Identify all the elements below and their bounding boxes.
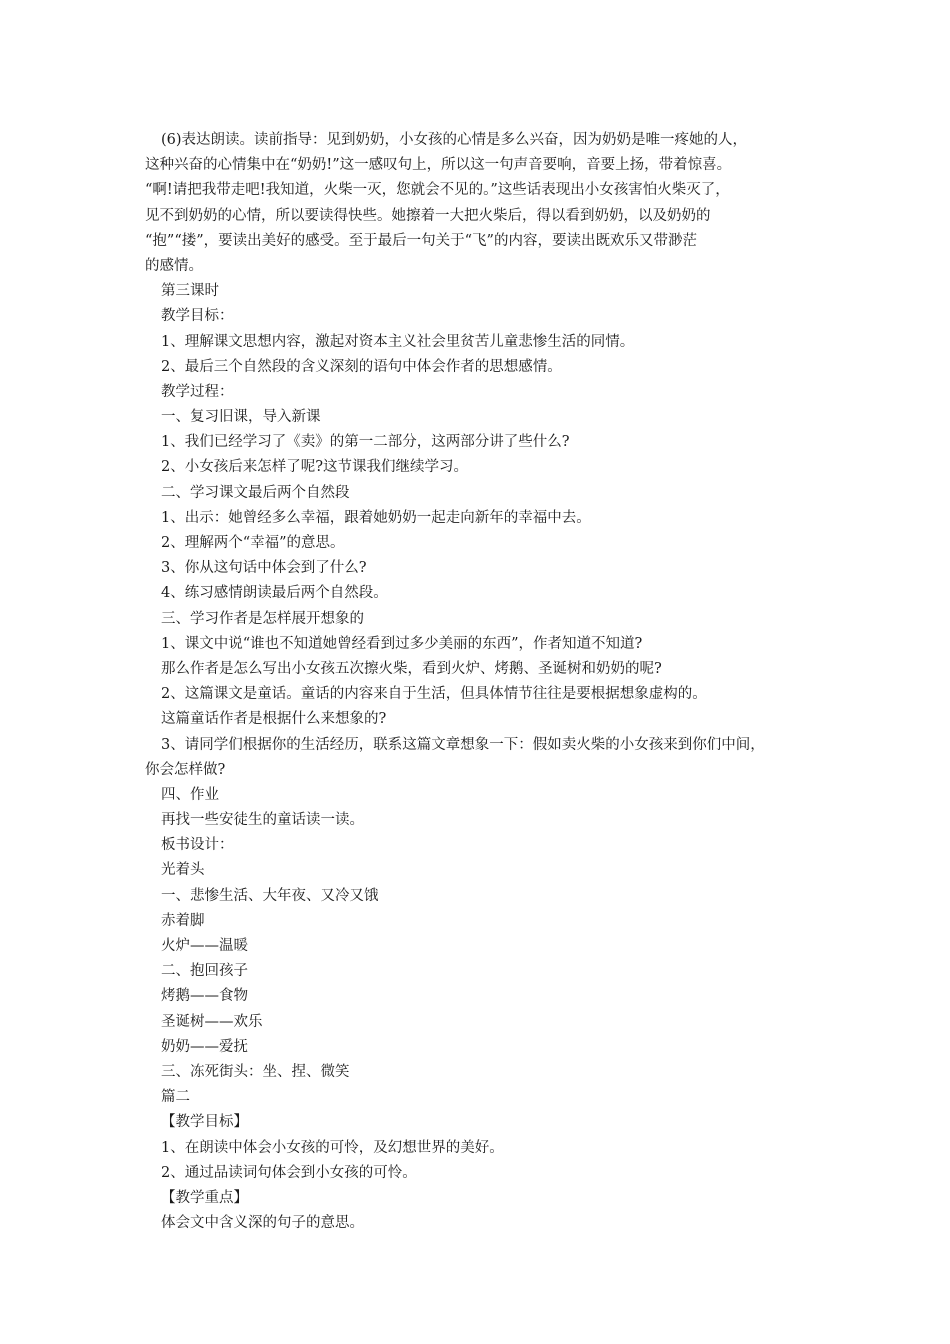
text-line: 板书设计：	[161, 837, 234, 854]
text-line: 一、悲惨生活、大年夜、又冷又饿	[161, 887, 379, 904]
text-line: 2、最后三个自然段的含义深刻的语句中体会作者的思想感情。	[161, 358, 562, 375]
text-line: 再找一些安徒生的童话读一读。	[161, 812, 364, 829]
text-line: 3、你从这句话中体会到了什么?	[161, 560, 367, 577]
text-line: 烤鹅——食物	[161, 988, 248, 1005]
text-line: 2、通过品读词句体会到小女孩的可怜。	[161, 1164, 417, 1181]
text-line: 1、出示：她曾经多么幸福，跟着她奶奶一起走向新年的幸福中去。	[161, 509, 591, 526]
text-line: 见不到奶奶的心情，所以要读得快些。她擦着一大把火柴后，得以看到奶奶，以及奶奶的	[145, 207, 711, 224]
text-line: “抱”“搂”，要读出美好的感受。至于最后一句关于“飞”的内容，要读出既欢乐又带渺茫	[145, 232, 697, 249]
text-line: 教学过程：	[161, 383, 234, 400]
text-line: 2、理解两个“幸福”的意思。	[161, 535, 345, 551]
text-line: 三、冻死街头：坐、捏、微笑	[161, 1063, 350, 1080]
text-line: 奶奶——爱抚	[161, 1038, 248, 1055]
text-line: 光着头	[161, 862, 205, 879]
text-line: 体会文中含义深的句子的意思。	[161, 1215, 364, 1232]
text-line: 二、学习课文最后两个自然段	[161, 484, 350, 501]
text-line: 教学目标：	[161, 308, 234, 325]
text-line: 那么作者是怎么写出小女孩五次擦火柴，看到火炉、烤鹅、圣诞树和奶奶的呢?	[161, 660, 662, 677]
text-line: 篇二	[161, 1089, 190, 1106]
text-line: 4、练习感情朗读最后两个自然段。	[161, 585, 388, 602]
text-line: 1、在朗读中体会小女孩的可怜，及幻想世界的美好。	[161, 1139, 504, 1156]
text-line: 第三课时	[161, 283, 219, 300]
text-line: 【教学重点】	[161, 1189, 248, 1206]
text-line: “啊!请把我带走吧!我知道，火柴一灭，您就会不见的。”这些话表现出小女孩害怕火柴灭了，	[145, 182, 730, 199]
text-line: (6)表达朗读。读前指导：见到奶奶，小女孩的心情是多么兴奋，因为奶奶是唯一疼她的人，	[161, 132, 748, 148]
text-line: 2、小女孩后来怎样了呢?这节课我们继续学习。	[161, 459, 468, 476]
text-line: 三、学习作者是怎样展开想象的	[161, 610, 364, 627]
text-line: 你会怎样做?	[145, 761, 226, 778]
text-line: 四、作业	[161, 786, 219, 803]
text-line: 赤着脚	[161, 912, 205, 929]
text-line: 一、复习旧课，导入新课	[161, 409, 321, 426]
text-line: 2、这篇课文是童话。童话的内容来自于生活，但具体情节往往是要根据想象虚构的。	[161, 686, 707, 703]
text-line: 这篇童话作者是根据什么来想象的?	[161, 711, 387, 728]
text-line: 圣诞树——欢乐	[161, 1013, 263, 1030]
text-line: 3、请同学们根据你的生活经历，联系这篇文章想象一下：假如卖火柴的小女孩来到你们中间，	[161, 736, 765, 753]
text-line: 【教学目标】	[161, 1114, 248, 1131]
text-line: 1、理解课文思想内容，激起对资本主义社会里贫苦儿童悲惨生活的同情。	[161, 333, 635, 350]
text-line: 的感情。	[145, 257, 203, 274]
text-line: 火炉——温暖	[161, 938, 248, 954]
document-body	[145, 128, 820, 1236]
text-line: 1、我们已经学习了《卖》的第一二部分，这两部分讲了些什么?	[161, 434, 570, 451]
text-line: 二、抱回孩子	[161, 963, 248, 980]
text-line: 这种兴奋的心情集中在“奶奶!”这一感叹句上，所以这一句声音要响，音要上扬，带着惊喜。	[145, 157, 732, 174]
text-line: 1、课文中说“谁也不知道她曾经看到过多少美丽的东西”，作者知道不知道?	[161, 635, 643, 652]
